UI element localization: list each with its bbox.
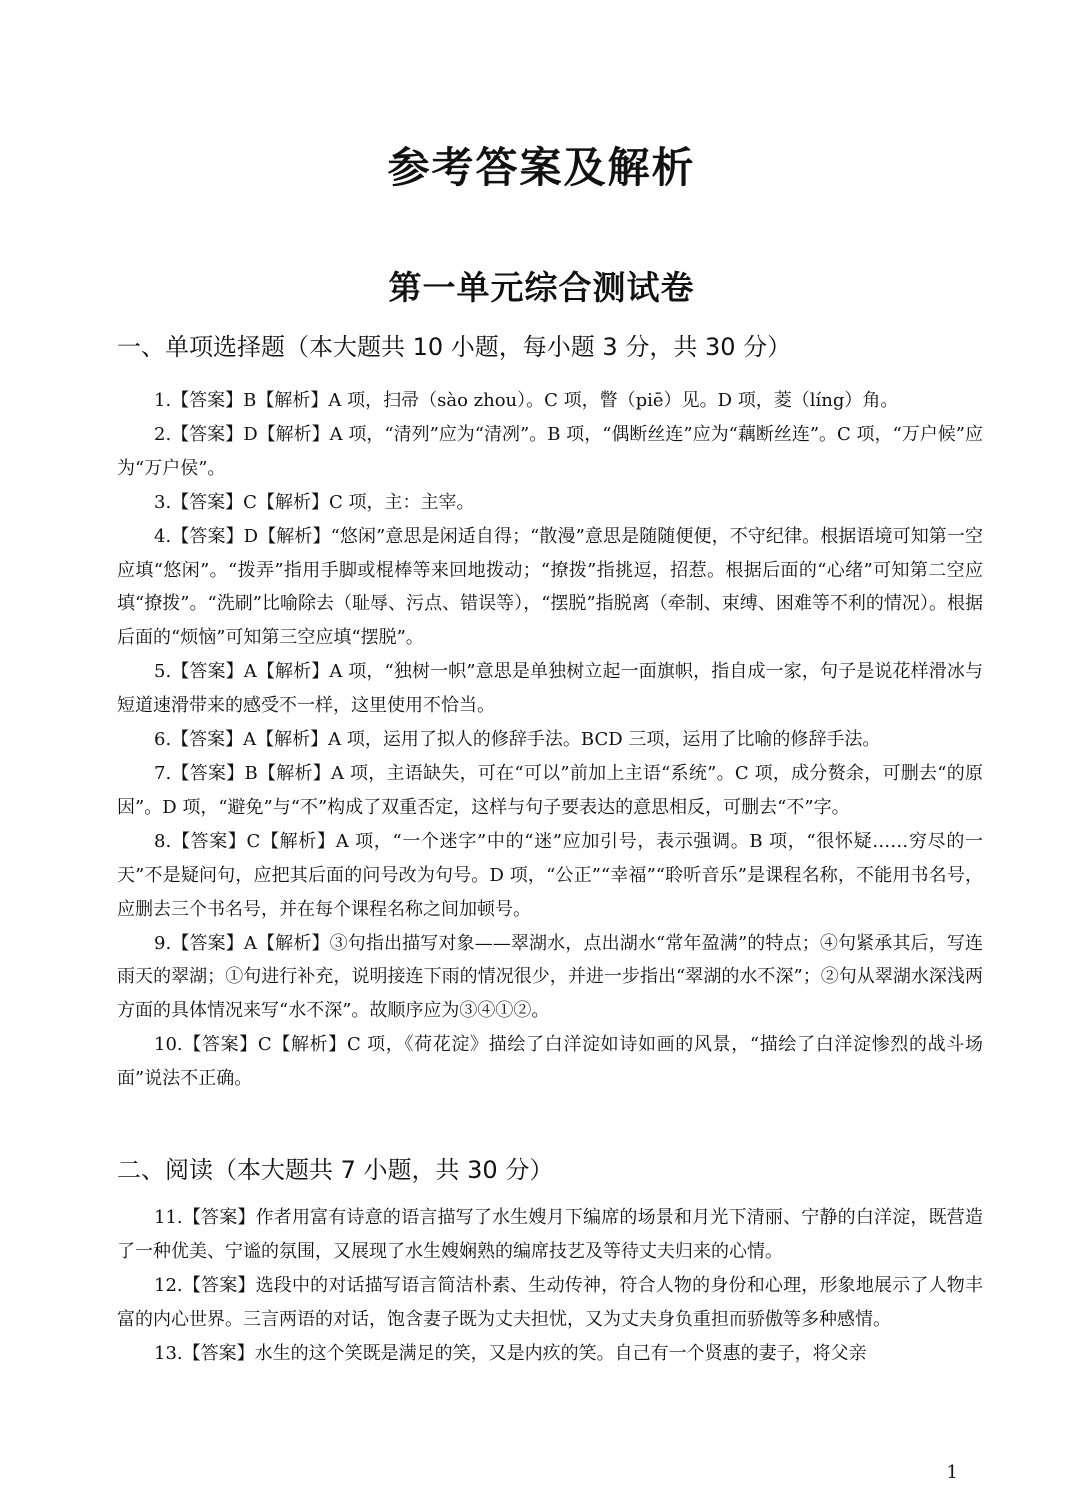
answer-item: 2.【答案】D【解析】A 项，“清列”应为“清冽”。B 项，“偶断丝连”应为“藕断丝连”。C 项，“万户候”应为“万户侯”。 (117, 423, 983, 479)
document-title: 参考答案及解析 (387, 143, 696, 192)
answer-item: 13.【答案】水生的这个笑既是满足的笑，又是内疚的笑。自己有一个贤惠的妻子，将父亲 (154, 1342, 867, 1364)
answer-item: 10.【答案】C【解析】C 项，《荷花淀》描绘了白洋淀如诗如画的风景，“描绘了白洋淀惨烈的战斗场面”说法不正确。 (117, 1034, 983, 1090)
answer-item: 5.【答案】A【解析】A 项，“独树一帜”意思是单独树立起一面旗帜，指自成一家，句子是说花样滑冰与短道速滑带来的感受不一样，这里使用不恰当。 (117, 661, 983, 717)
unit-title: 第一单元综合测试卷 (388, 268, 695, 307)
page-number: 1 (946, 1462, 958, 1483)
answer-item: 8.【答案】C【解析】A 项，“一个迷字”中的“迷”应加引号，表示强调。B 项，“很怀疑……穷尽的一天”不是疑问句，应把其后面的问号改为句号。D 项，“公正”“幸福”“聆听音乐”是课程名称，不能用书名号，应删去三个书名号，并在每个课程名称之间加顿号。 (117, 830, 983, 920)
answer-item: 1.【答案】B【解析】A 项，扫帚（sào zhou）。C 项，瞥（piē）见。D 项，菱（líng）角。 (154, 390, 899, 411)
answers-multiple-choice (117, 384, 983, 1096)
answer-item: 6.【答案】A【解析】A 项，运用了拟人的修辞手法。BCD 三项，运用了比喻的修辞手法。 (154, 729, 881, 751)
answer-item: 11.【答案】作者用富有诗意的语言描写了水生嫂月下编席的场景和月光下清丽、宁静的白洋淀，既营造了一种优美、宁谧的氛围，又展现了水生嫂娴熟的编席技艺及等待丈夫归来的心情。 (117, 1207, 983, 1262)
section-heading-multiple-choice: 一、单项选择题（本大题共 10 小题，每小题 3 分，共 30 分） (117, 333, 792, 361)
answer-item: 7.【答案】B【解析】A 项，主语缺失，可在“可以”前加上主语“系统”。C 项，成分赘余，可删去“的原因”。D 项，“避免”与“不”构成了双重否定，这样与句子要表达的意思相反，可删去“不”字。 (117, 762, 983, 818)
answer-item: 4.【答案】D【解析】“悠闲”意思是闲适自得；“散漫”意思是随随便便，不守纪律。根据语境可知第一空应填“悠闲”。“拨弄”指用手脚或棍棒等来回地拨动；“撩拨”指挑逗，招惹。根据后面的“心绪”可知第二空应填“撩拨”。“洗刷”比喻除去（耻辱、污点、错误等），“摆脱”指脱离（牵制、束缚、困难等不利的情况）。根据后面的“烦恼”可知第三空应填“摆脱”。 (117, 525, 983, 649)
answer-item: 9.【答案】A【解析】③句指出描写对象——翠湖水，点出湖水“常年盈满”的特点；④句紧承其后，写连雨天的翠湖；①句进行补充，说明接连下雨的情况很少，并进一步指出“翠湖的水不深”；②句从翠湖水深浅两方面的具体情况来写“水不深”。故顺序应为③④①②。 (117, 932, 983, 1022)
answers-reading (117, 1201, 983, 1371)
answer-item: 3.【答案】C【解析】C 项，主：主宰。 (154, 491, 475, 513)
section-heading-reading: 二、阅读（本大题共 7 小题，共 30 分） (117, 1156, 554, 1184)
answer-item: 12.【答案】选段中的对话描写语言简洁朴素、生动传神，符合人物的身份和心理，形象地展示了人物丰富的内心世界。三言两语的对话，饱含妻子既为丈夫担忧，又为丈夫身负重担而骄傲等多种感情。 (117, 1274, 983, 1330)
